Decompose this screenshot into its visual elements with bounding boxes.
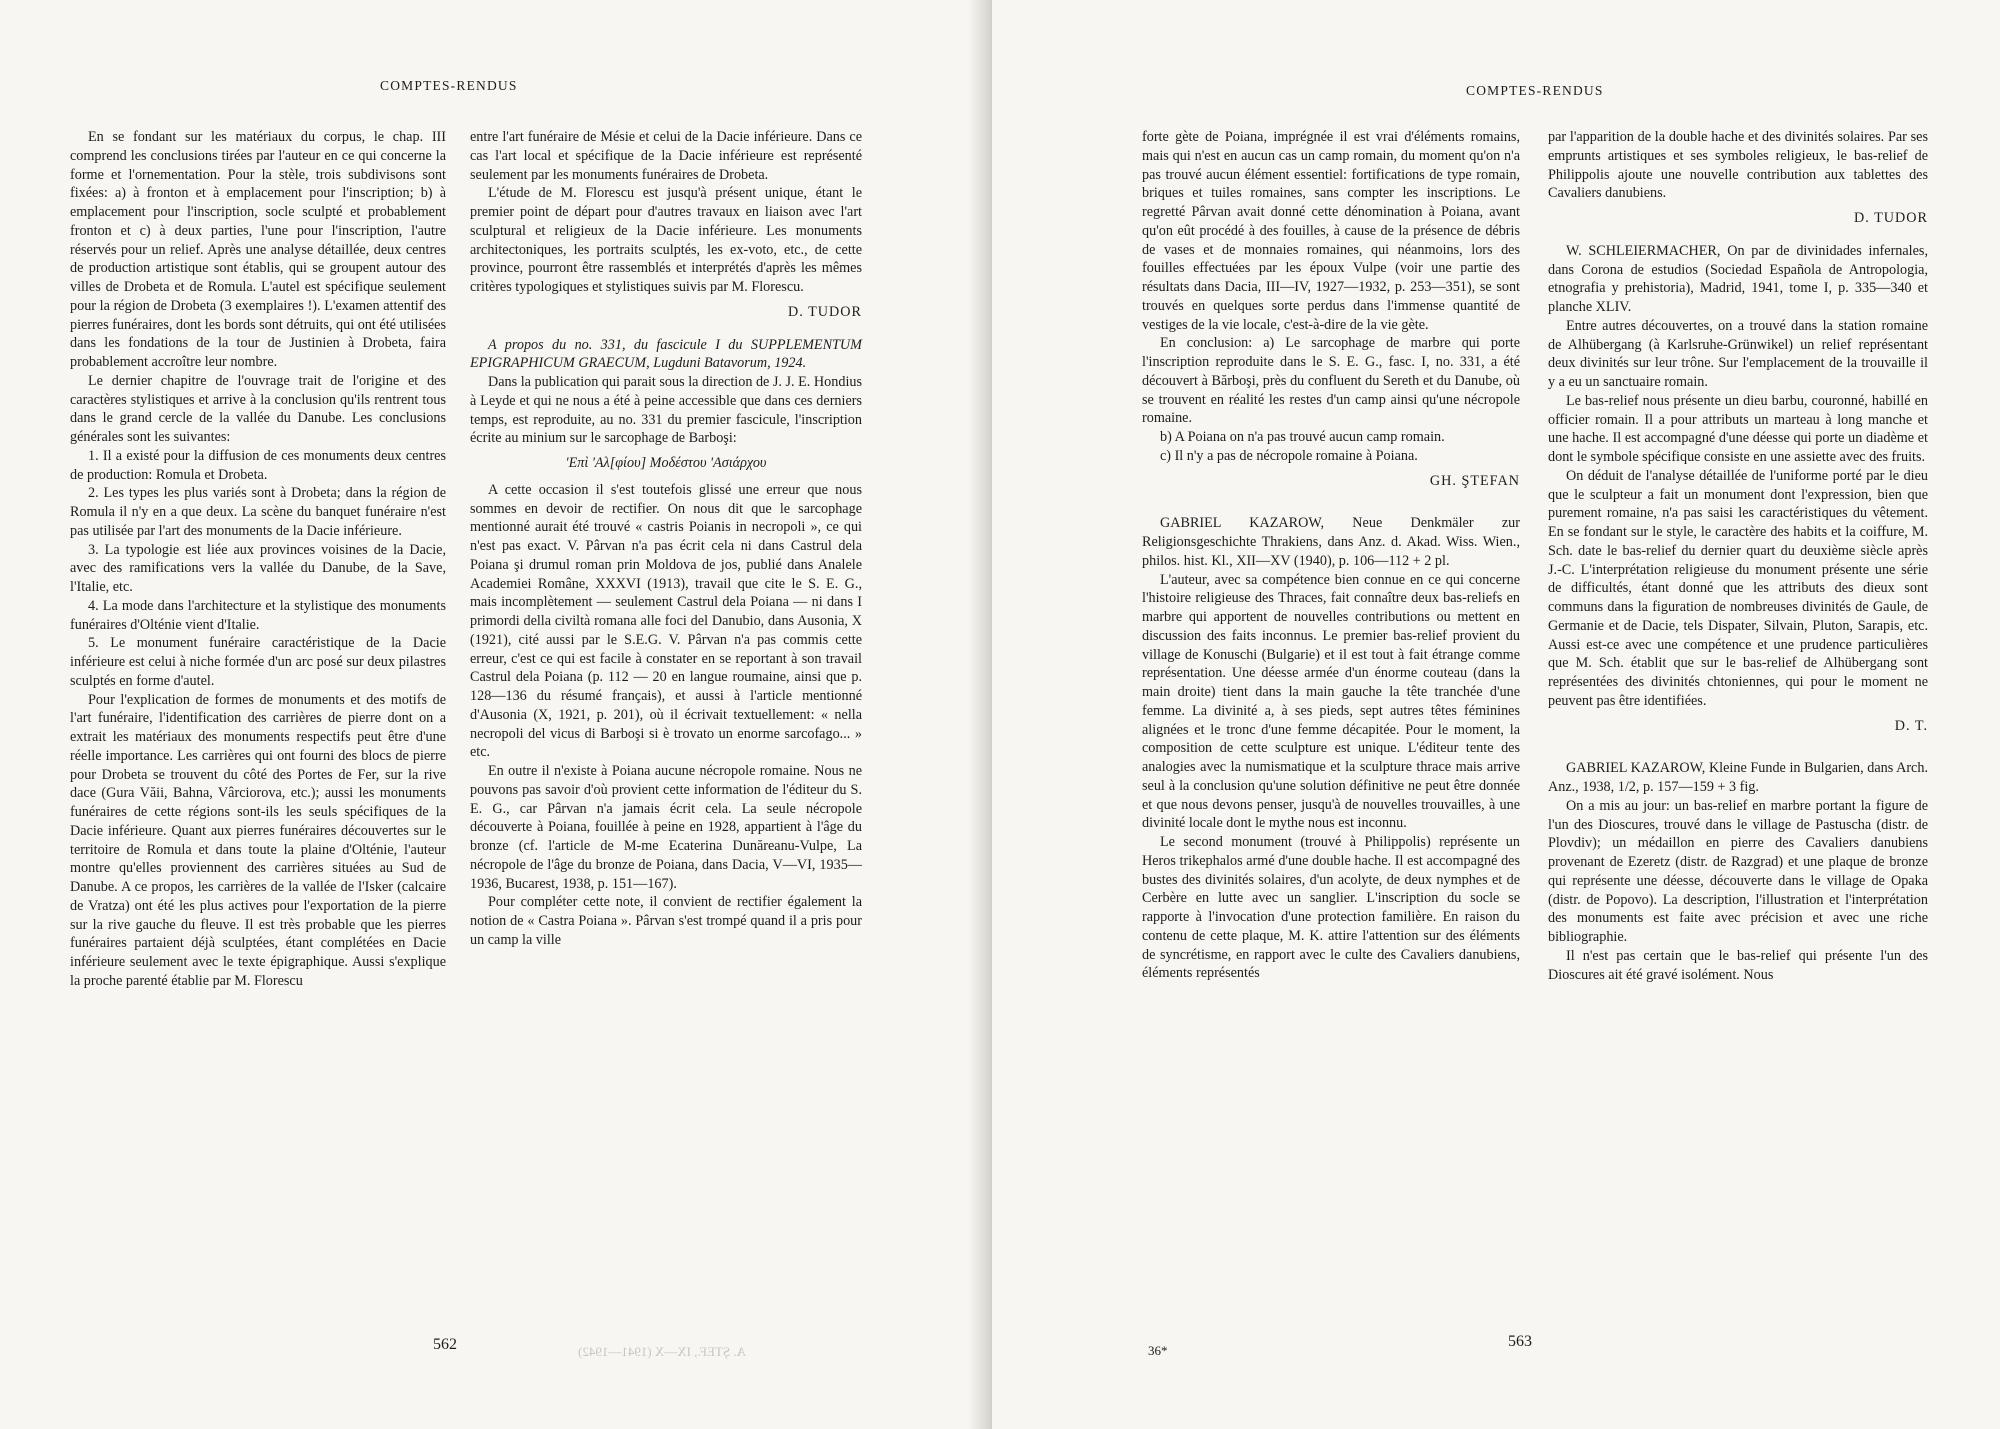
paragraph: En outre il n'existe à Poiana aucune nécropole romaine. Nous ne pouvons pas savoir d'où provient cette information de l'éditeur du S. E. G., car Pârvan n'a jamais écrit cela. La seule nécropole découverte à Poiana, fouillée à peine en 1928, appartient à l'âge du bronze (cf. l'article de M-me Ecaterina Dunăreanu-Vulpe, La nécropole de l'âge du bronze de Poiana, dans Dacia, V—VI, 1935—1936, Bucarest, 1938, p. 151—167). — [470, 763, 862, 892]
left-column-1 — [70, 128, 446, 991]
page-number-left: 562 — [433, 1336, 457, 1353]
paragraph: Dans la publication qui parait sous la direction de J. J. E. Hondius à Leyde et qui ne nous a été à peine accessible que dans ces derniers temps, est reproduite, au no. 331 du premier fascicule, l'inscription écrite au minium sur le sarcophage de Barboşi: — [470, 374, 862, 447]
entry-heading: A propos du no. 331, du fascicule I du SUPPLEMENTUM EPIGRAPHICUM GRAECUM, Lugduni Batavorum, 1924. — [470, 336, 862, 372]
paragraph: b) A Poiana on n'a pas trouvé aucun camp romain. — [1160, 429, 1445, 445]
right-page — [992, 0, 2000, 1429]
right-column-2 — [1548, 128, 1928, 984]
list-item: 2. Les types les plus variés sont à Drobeta; dans la région de Romula il n'y en a que deux. La scène du banquet funéraire n'est pas utilisée par l'art des monuments de la Dacie inférieure. — [70, 485, 446, 539]
paragraph: forte gète de Poiana, imprégnée il est vrai d'éléments romains, mais qui n'est en aucun cas un camp romain, du moment qu'on n'a pas trouvé aucun élément essentiel: fortifications de type romain, briques et tuiles romaines, sans compter les inscriptions. Le regretté Pârvan avait donné cette dénomination à Poiana, avant qu'on eût procédé à des fouilles, à cause de la présence de débris de vases et de monnaies romaines, qui néanmoins, lors des fouilles effectuées par les époux Vulpe (voir une partie des résultats dans Dacia, III—IV, 1927—1932, p. 253—351), se sont trouvés en quelques sorte perdus dans l'immense quantité de vestiges de la vie locale, c'est-à-dire de la vie gète. — [1142, 129, 1520, 333]
paragraph: On déduit de l'analyse détaillée de l'uniforme porté par le dieu que le sculpteur a fait un monument dont l'expression, bien que purement romaine, n'a pas saisi les caractéristiques du vêtement. En se fondant sur le style, le caractère des habits et la coiffure, M. Sch. date le bas-relief du dernier quart du deuxième siècle après J.-C. L'interprétation religieuse du monument présente une série de difficultés, étant donné que les attributs des dieux sont communs dans la figuration de nombreuses divinités de Gaule, de Germanie et de Dacie, tels Dispater, Silvain, Pluton, Sarapis, etc. Aussi est-ce avec une compétence et une prudence particulières que M. Sch. établit que sur le bas-relief de Alhübergang sont représentées des divinités chtoniennes, qui pour le moment ne peuvent pas être identifiées. — [1548, 467, 1928, 709]
entry-heading: GABRIEL KAZAROW, Neue Denkmäler zur Religionsgeschichte Thrakiens, dans Anz. d. Akad. Wiss. Wien., philos. hist. Kl., XII—XV (1940), p. 106—112 + 2 pl. — [1142, 515, 1520, 569]
paragraph: En conclusion: a) Le sarcophage de marbre qui porte l'inscription reproduite dans le S. E. G., fasc. I, no. 331, a été découvert à Bărboşi, près du confluent du Sereth et du Danube, où se trouvent en réalité les restes d'un camp ainsi qu'une nécropole romaine. — [1142, 335, 1520, 427]
paragraph: Il n'est pas certain que le bas-relief qui présente l'un des Dioscures ait été gravé isolément. Nous — [1548, 947, 1928, 983]
signature: GH. ŞTEFAN — [1429, 472, 1520, 489]
entry-heading: W. SCHLEIERMACHER, On par de divinidades infernales, dans Corona de estudios (Sociedad Española de Antropologia, etnografia y prehistoria), Madrid, 1941, tome I, p. 335—340 et planche XLIV. — [1548, 242, 1928, 315]
running-head-left: COMPTES-RENDUS — [380, 78, 518, 93]
paragraph: On a mis au jour: un bas-relief en marbre portant la figure de l'un des Dioscures, trouvé dans le village de Pastuscha (distr. de Plovdiv); un médaillon en pierre des Cavaliers danubiens provenant de Ezeretz (distr. de Razgrad) et une plaque de bronze qui représente une déesse, découverte dans le village de Opaka (distr. de Popovo). La description, l'illustration et l'interprétation des monuments est faite avec précision et avec une riche bibliographie. — [1548, 797, 1928, 945]
signature-mark: 36* — [1148, 1343, 1168, 1358]
list-item: 3. La typologie est liée aux provinces voisines de la Dacie, avec des ramifications vers la vallée du Danube, de la Save, l'Italie, etc. — [70, 541, 446, 595]
paragraph: Pour l'explication de formes de monuments et des motifs de l'art funéraire, l'identification des carrières de pierre dont on a extrait les matériaux des monuments respectifs peut être d'une réelle importance. Les carrières qui ont fourni des blocs de pierre pour Drobeta se trouvent du côté des Portes de Fer, sur la rive dace (Gura Văii, Bahna, Vârciorova, etc.); aussi les monuments funéraires de cette régions sont-ils les seuls spécifiques de la Dacie inférieure. Quant aux pierres funéraires découvertes sur le territoire de Romula et dans toute la plaine d'Olténie, l'auteur montre qu'elles proviennent des carrières situées au Sud de Danube. A ce propos, les carrières de la vallée de l'Isker (calcaire de Vratza) ont été les plus actives pour l'exportation de la pierre sur la rive gauche du fleuve. Il est très probable que les pierres funéraires partaient déjà sculptées, étant complétées en Dacie inférieure seulement avec le texte épigraphique. Aussi s'explique la proche parenté établie par M. Florescu — [70, 691, 446, 989]
left-page — [0, 0, 992, 1429]
list-item: 1. Il a existé pour la diffusion de ces monuments deux centres de production: Romula et Drobeta. — [70, 447, 446, 483]
list-item: 4. La mode dans l'architecture et la stylistique des monuments funéraires d'Olténie vient d'Italie. — [70, 597, 446, 633]
running-head-right: COMPTES-RENDUS — [1466, 83, 1604, 98]
paragraph: L'auteur, avec sa compétence bien connue en ce qui concerne l'histoire religieuse des Thraces, fait connaître deux bas-reliefs en marbre qui apportent de nouvelles contributions ou mettent en discussion des faits inconnus. Le premier bas-relief provient du village de Konuschi (Bulgarie) et il est tout à fait étrange comme représentation. Une déesse armée d'un énorme couteau (dans la main droite) tient dans la main gauche la tête tranchée d'une femme. La divinité a, à ses pieds, sept autres têtes féminines alignées et le tronc d'une femme décapitée. Pour le moment, la composition de cette sculpture est unique. L'éditeur tente des analogies avec la numismatique et la sculpture thrace mais arrive seul à la conclusion qu'une solution définitive ne peut être donnée et que nous devons penser, jusqu'à de nouvelles trouvailles, à une divinité locale dont le mythe nous est inconnu. — [1142, 571, 1520, 832]
paragraph: entre l'art funéraire de Mésie et celui de la Dacie inférieure. Dans ce cas l'art local et spécifique de la Dacie inférieure est représenté seulement par les monuments funéraires de Drobeta. — [470, 129, 862, 183]
greek-inscription: 'Επὶ 'Αλ[φίου] Μοδέστου 'Ασιάρχου — [565, 455, 767, 471]
signature: D. TUDOR — [788, 303, 862, 320]
paragraph: Le dernier chapitre de l'ouvrage trait de l'origine et des caractères stylistiques et arrive à la conclusion qu'ils rentrent tous dans le grand cercle de la vallée du Danube. Les conclusions générales sont les suivantes: — [70, 372, 446, 445]
paragraph: c) Il n'y a pas de nécropole romaine à Poiana. — [1160, 447, 1418, 464]
entry-heading: GABRIEL KAZAROW, Kleine Funde in Bulgarien, dans Arch. Anz., 1938, 1/2, p. 157—159 + 3 fig. — [1548, 760, 1928, 795]
list-item: 5. Le monument funéraire caractéristique de la Dacie inférieure est celui à niche formée d'un arc posé sur deux pilastres sculptés en forme d'autel. — [70, 635, 446, 689]
signature: D. TUDOR — [1854, 210, 1928, 226]
right-column-1 — [1142, 128, 1520, 983]
paragraph: En se fondant sur les matériaux du corpus, le chap. III comprend les conclusions tirées par l'auteur en ce qui concerne la forme et l'ornementation. Pour la stèle, trois subdivisons sont fixées: a) à fronton et à emplacement pour l'inscription; b) à emplacement pour l'inscription, socle sculpté et probablement fronton et c) à deux parties, l'une pour l'inscription, l'autre réservés pour un relief. Après une analyse détaillée, deux centres de production artistique sont établis, qui se groupent autour des villes de Drobeta et de Romula. L'autel est spécifique seulement pour la région de Drobeta (3 exemplaires !). L'examen attentif des pierres funéraires, dont les bords sont détruits, qui ont été utilisées dans les fondations de la tour de Justinien à Drobeta, faira probablement accroître leur nombre. — [70, 129, 446, 370]
paragraph: Le bas-relief nous présente un dieu barbu, couronné, habillé en officier romain. Il a pour attributs un marteau à long manche et une hache. Il est accompagné d'une déesse qui porte un diadème et dont le symbole spécifique consiste en une assiette avec des fruits. — [1548, 392, 1928, 465]
paragraph: L'étude de M. Florescu est jusqu'à présent unique, étant le premier point de départ pour d'autres travaux en liaison avec l'art sculptural et religieux de la Dacie inférieure. Les monuments architectoniques, les portraits sculptés, les ex-voto, etc., de cette province, pourront être rassemblés et interprétés d'après les mêmes critères typologiques et stylistiques suivis par M. Florescu. — [470, 185, 862, 295]
paragraph: Pour compléter cette note, il convient de rectifier également la notion de « Castra Poiana ». Pârvan s'est trompé quand il a pris pour un camp la ville — [470, 894, 862, 948]
paragraph: Le second monument (trouvé à Philippolis) représente un Heros trikephalos armé d'une double hache. Il est accompagné des bustes des divinités solaires, d'un acolyte, de deux nymphes et de Cerbère en lutte avec un sanglier. L'inscription du socle se rapporte à l'invocation d'une protection familière. En raison du contenu de cette plaque, M. K. attire l'attention sur des éléments de syncrétisme, en rapport avec le culte des Cavaliers danubiens, éléments représentés — [1142, 834, 1520, 982]
page-number-right: 563 — [1508, 1333, 1532, 1350]
signature: D. T. — [1894, 717, 1928, 734]
paragraph: Entre autres découvertes, on a trouvé dans la station romaine de Alhübergang (à Karlsruhe-Grünwikel) un relief représentant deux divinités sur leur trône. Sur l'emplacement de la trouvaille il y a eu un sanctuaire romain. — [1548, 317, 1928, 390]
left-column-2 — [470, 128, 862, 950]
show-through-text: A. ŞTEF., IX—X (1941—1942) — [578, 1344, 746, 1359]
paragraph: par l'apparition de la double hache et des divinités solaires. Par ses emprunts artistiques et ses symboles religieux, le bas-relief de Philippolis ajoute une nouvelle contribution aux tablettes des Cavaliers danubiens. — [1548, 129, 1928, 202]
paragraph: A cette occasion il s'est toutefois glissé une erreur que nous sommes en devoir de rectifier. On nous dit que le sarcophage mentionné aurait été trouvé « castris Poianis in necropoli », ce qui n'est pas exact. V. Pârvan n'a pas écrit cela ni dans Castrul dela Poiana şi drumul roman prin Moldova de jos, publié dans Analele Academiei Române, XXXVI (1913), travail que cite le S. E. G., mais incomplètement — seulement Castrul dela Poiana — ni dans I primordi della civiltà romana alle foci del Danubio, dans Ausonia, X (1921), cité aussi par le S.E.G. V. Pârvan n'a pas commis cette erreur, c'est ce qui est facile à constater en se reportant à son travail Castrul dela Poiana (p. 112 — 20 en langue roumaine, ainsi que p. 128—136 du résumé français), et aussi à l'article mentionné d'Ausonia (X, 1921, p. 201), où il écrivait textuellement: « nella necropoli del vicus di Barboşi si è trovato un enorme sarcofago... » etc. — [470, 481, 862, 761]
